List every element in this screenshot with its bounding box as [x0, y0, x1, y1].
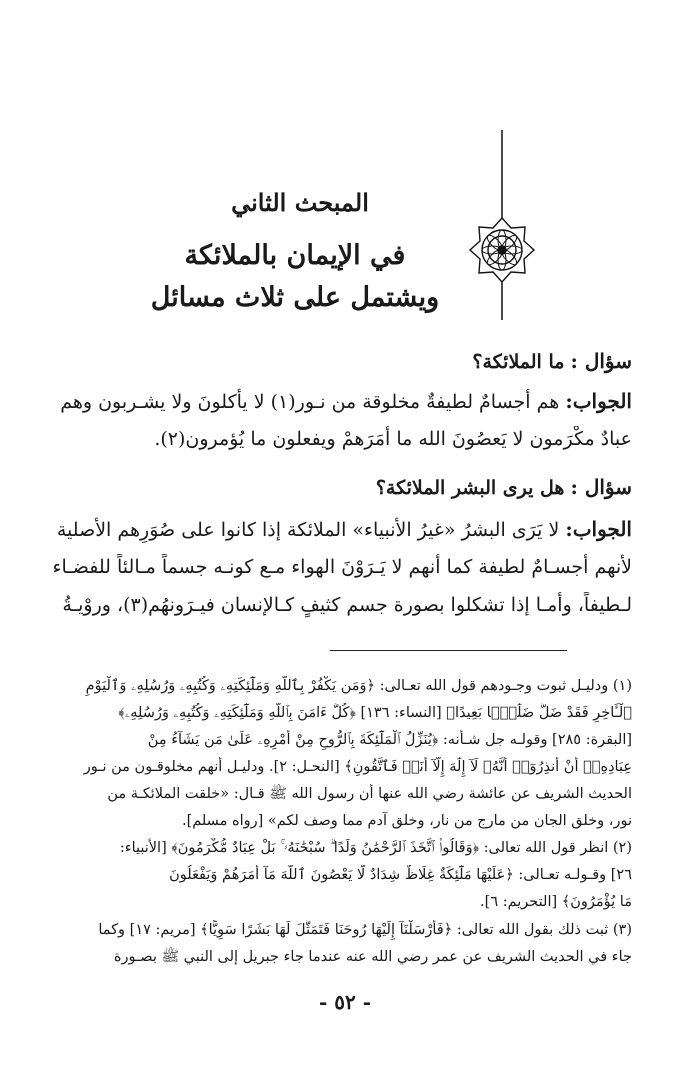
answer-1-line-2: عبادٌ مكْرَمون لا يَعصُونَ الله ما أمَرَهمْ ويفعلون ما يُؤمرون(٢).	[154, 428, 632, 450]
footnote-line: عِبَادِهِۦٓ أَنْ أَنذِرُوٓا۟ أَنَّهُۥ لَآ إِلَٰهَ إِلَّآ أَنَا۠ فَٱتَّقُونِ﴾ [النحـل: ٢]. ودليـل أنهم مخلوقـون من نـور	[83, 759, 632, 775]
answer-text: هم أجسامٌ لطيفةٌ مخلوقة من نـور(١) لا يأكلونَ ولا يشـربون وهم	[60, 391, 560, 413]
footnote-line: (٢) انظر قول الله تعالى: ﴿وَقَالُوا۟ ٱتَّخَذَ ٱلرَّحْمَٰنُ وَلَدًا ۗ سُبْحَٰنَهُۥ ۚ بَلْ عِبَادٌ مُّكْرَمُونَ﴾ [الأنبياء:	[119, 840, 632, 856]
footnote-line: جاء في الحديث الشريف عن عمر رضي الله عنه عندما جاء جبريل إلى النبي ﷺ بصـورة	[113, 949, 632, 965]
footnote-line: (٣) ثبت ذلك بقول الله تعالى: ﴿فَأَرْسَلْنَآ إِلَيْهَا رُوحَنَا فَتَمَثَّلَ لَهَا بَشَرًا سَوِيًّا﴾ [مريم: ١٧] وكما	[98, 922, 632, 938]
question-label: سؤال :	[570, 475, 632, 499]
question-1	[52, 348, 632, 375]
answer-2-line-1	[52, 516, 632, 543]
page-number: - ٥٢ -	[318, 990, 371, 1014]
question-2	[52, 474, 632, 501]
footnote-line: مَا يُؤْمَرُونَ﴾ [التحريم: ٦].	[480, 894, 632, 910]
answer-label: الجواب:	[565, 389, 632, 413]
footnote-line: ٱلْـَٔاخِرِ فَقَدْ ضَلَّ ضَلَٰلًۢا بَعِيدًا﴾ [النساء: ١٣٦] ﴿كُلٌّ ءَامَنَ بِٱللَّهِ وَمَلَٰٓئِكَتِهِۦ وَكُتُبِهِۦ وَرُسُلِهِۦ﴾	[118, 705, 632, 721]
chapter-title-line-1: في الإيمان بالملائكة	[184, 240, 406, 271]
flower-ornament-icon	[462, 130, 542, 320]
footnote-line: (١) ودليـل ثبوت وجـودهم قول الله تعـالى: ﴿وَمَن يَكْفُرْ بِٱللَّهِ وَمَلَٰٓئِكَتِهِۦ وَكُتُبِهِۦ وَرُسُلِهِۦ وَٱلْيَوْمِ	[85, 678, 632, 694]
footnote-line: [البقرة: ٢٨٥] وقولـه جل شـأنه: ﴿يُنَزِّلُ ٱلْمَلَٰٓئِكَةَ بِٱلرُّوحِ مِنْ أَمْرِهِۦ عَلَىٰ مَن يَشَآءُ مِنْ	[147, 732, 632, 748]
footnote-line: الحديث الشريف عن عائشة رضي الله عنها أن رسول الله ﷺ قـال: «خلقت الملائكـة من	[107, 786, 632, 802]
answer-text: لا يَرَى البشرُ «غيرُ الأنبياء» الملائكة إذا كانوا على صُوَرِهم الأصلية	[56, 519, 560, 541]
answer-2-line-2: لأنهم أجسـامٌ لطيفة كما أنهم لا يَـرَوْنَ الهواء مـع كونـه جسماً مـالئاً للفضـاء	[52, 556, 632, 578]
question-text: هل يرى البشر الملائكة؟	[375, 477, 565, 499]
question-text: ما الملائكة؟	[472, 351, 565, 373]
section-heading: المبحث الثاني	[231, 188, 369, 217]
chapter-title-line-2: ويشتمل على ثلاث مسائل	[150, 282, 440, 313]
answer-2-line-3: لـطيفاً، وأمـا إذا تشكلوا بصورة جسم كثيفٍ كـالإنسان فيـرَونهُم(٣)، وروْيـةُ	[62, 594, 632, 616]
footnote-line: ٢٦] وقـولـه تعـالى: ﴿عَلَيْهَا مَلَٰٓئِكَةٌ غِلَاظٌ شِدَادٌ لَّا يَعْصُونَ ٱللَّهَ مَآ أَمَرَهُمْ وَيَفْعَلُونَ	[169, 867, 632, 883]
question-label: سؤال :	[570, 349, 632, 373]
answer-1-line-1	[52, 388, 632, 415]
footnote-separator	[330, 650, 567, 651]
footnote-line: نور، وخلق الجان من مارج من نار، وخلق آدم مما وصف لكم» [رواه مسلم].	[181, 813, 632, 829]
answer-label: الجواب:	[565, 517, 632, 541]
